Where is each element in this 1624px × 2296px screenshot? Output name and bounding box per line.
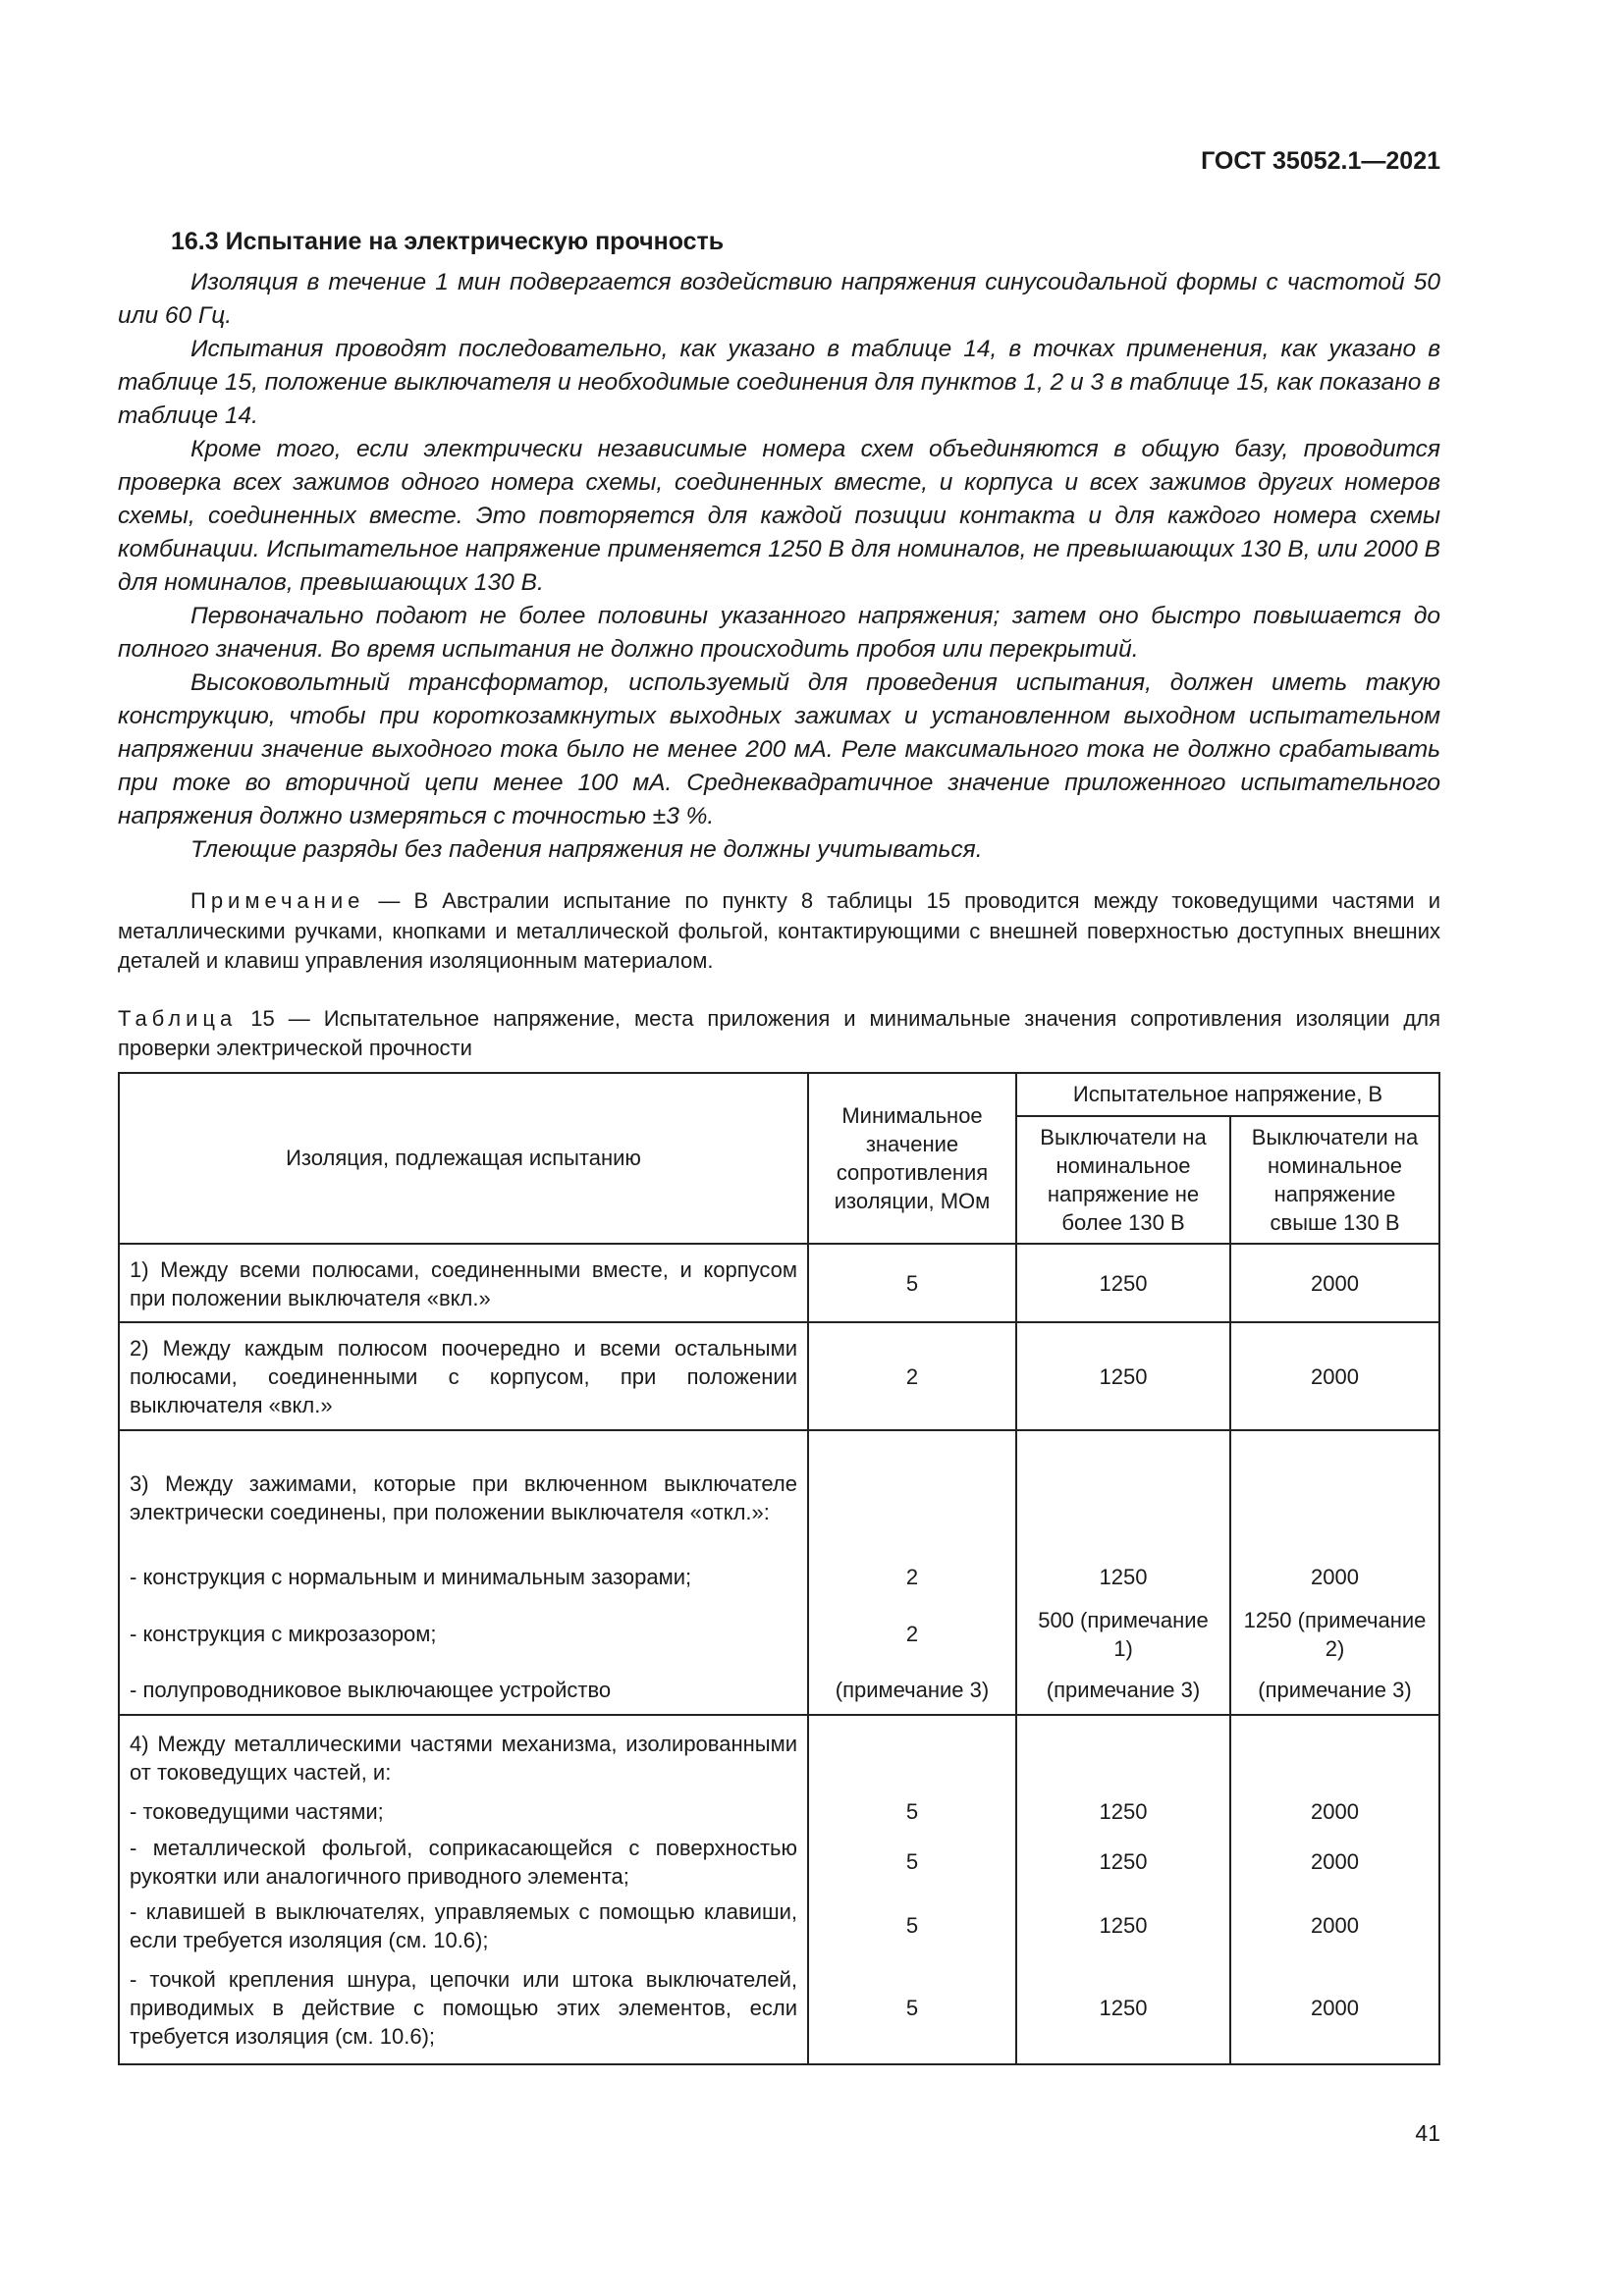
note-label: Примечание	[190, 888, 365, 913]
header-gt130: Выключатели на номинальное напряжение свыше 130 В	[1230, 1116, 1439, 1244]
row-voltage-le130: 500 (примечание 1)	[1016, 1597, 1230, 1672]
row-voltage-gt130: 2000	[1230, 1558, 1439, 1597]
row-description: - конструкция с нормальным и минимальным зазорами;	[119, 1558, 808, 1597]
header-insulation: Изоляция, подлежащая испытанию	[119, 1073, 808, 1244]
row-voltage-gt130	[1230, 1715, 1439, 1793]
row-voltage-le130: (примечание 3)	[1016, 1672, 1230, 1715]
row-voltage-le130: 1250	[1016, 1558, 1230, 1597]
row-voltage-gt130: 2000	[1230, 1244, 1439, 1322]
row-voltage-le130: 1250	[1016, 1793, 1230, 1831]
table-row	[119, 1430, 1439, 1558]
table-row	[119, 1597, 1439, 1672]
document-header: ГОСТ 35052.1—2021	[1201, 147, 1440, 175]
paragraph: Первоначально подают не более половины указанного напряжения; затем оно быстро повышается до полного значения. Во время испытания не должно происходить пробоя или перекрытий.	[118, 603, 1440, 663]
header-min-resistance: Минимальное значение сопротивления изоляции, МОм	[808, 1073, 1016, 1244]
table-row	[119, 1958, 1439, 2064]
paragraph: Изоляция в течение 1 мин подвергается воздействию напряжения синусоидальной формы с частотой 50 или 60 Гц.	[118, 269, 1440, 329]
section-title: 16.3 Испытание на электрическую прочность	[171, 228, 725, 255]
table-row	[119, 1244, 1439, 1322]
page-number: 41	[1415, 2120, 1440, 2146]
table-row	[119, 1322, 1439, 1430]
row-min-resistance: (примечание 3)	[808, 1672, 1016, 1715]
row-voltage-gt130: 2000	[1230, 1958, 1439, 2064]
row-min-resistance: 2	[808, 1597, 1016, 1672]
row-description: - клавишей в выключателях, управляемых с помощью клавиши, если требуется изоляция (см. 10.6);	[119, 1894, 808, 1958]
paragraph: Испытания проводят последовательно, как указано в таблице 14, в точках применения, как указано в таблице 15, положение выключателя и необходимые соединения для пунктов 1, 2 и 3 в таблице 15, как показано в таблице 14.	[118, 336, 1440, 429]
row-voltage-gt130: 2000	[1230, 1793, 1439, 1831]
row-description: - токоведущими частями;	[119, 1793, 808, 1831]
row-voltage-le130	[1016, 1715, 1230, 1793]
row-description: - металлической фольгой, соприкасающейся с поверхностью рукоятки или аналогичного приводного элемента;	[119, 1831, 808, 1894]
row-description: 1) Между всеми полюсами, соединенными вместе, и корпусом при положении выключателя «вкл.»	[119, 1244, 808, 1322]
row-voltage-gt130: 2000	[1230, 1894, 1439, 1958]
row-description: - полупроводниковое выключающее устройство	[119, 1672, 808, 1715]
table-caption	[118, 1004, 1440, 1064]
row-min-resistance: 5	[808, 1244, 1016, 1322]
row-voltage-le130	[1016, 1430, 1230, 1558]
row-min-resistance: 5	[808, 1831, 1016, 1894]
row-min-resistance	[808, 1430, 1016, 1558]
row-description: - конструкция с микрозазором;	[119, 1597, 808, 1672]
row-description: - точкой крепления шнура, цепочки или штока выключателей, приводимых в действие с помощью этих элементов, если требуется изоляция (см. 10.6);	[119, 1958, 808, 2064]
header-le130: Выключатели на номинальное напряжение не более 130 В	[1016, 1116, 1230, 1244]
row-voltage-le130: 1250	[1016, 1831, 1230, 1894]
note	[118, 886, 1440, 977]
row-description: 2) Между каждым полюсом поочередно и всеми остальными полюсами, соединенными с корпусом, при положении выключателя «вкл.»	[119, 1322, 808, 1430]
table-row	[119, 1558, 1439, 1597]
row-voltage-gt130: 1250 (примечание 2)	[1230, 1597, 1439, 1672]
row-voltage-gt130: 2000	[1230, 1831, 1439, 1894]
row-voltage-gt130: (примечание 3)	[1230, 1672, 1439, 1715]
table-row	[119, 1793, 1439, 1831]
header-test-voltage: Испытательное напряжение, В	[1016, 1073, 1439, 1116]
row-voltage-le130: 1250	[1016, 1322, 1230, 1430]
table-caption-text: 15 — Испытательное напряжение, места приложения и минимальные значения сопротивления изоляции для проверки электрической прочности	[118, 1005, 1440, 1060]
row-min-resistance: 5	[808, 1958, 1016, 2064]
paragraph: Тлеющие разряды без падения напряжения не должны учитываться.	[190, 836, 983, 863]
row-voltage-le130: 1250	[1016, 1244, 1230, 1322]
row-voltage-gt130: 2000	[1230, 1322, 1439, 1430]
row-min-resistance: 2	[808, 1558, 1016, 1597]
note-text: — В Австралии испытание по пункту 8 таблицы 15 проводится между токоведущими частями и металлическими ручками, кнопками и металлической фольгой, контактирующими с внешней поверхностью доступных внешних деталей и клавиш управления изоляционным материалом.	[118, 888, 1440, 973]
row-min-resistance: 5	[808, 1793, 1016, 1831]
table-row	[119, 1894, 1439, 1958]
table-15	[118, 1072, 1440, 2065]
row-voltage-gt130	[1230, 1430, 1439, 1558]
table-row	[119, 1715, 1439, 1793]
row-min-resistance: 5	[808, 1894, 1016, 1958]
table-row	[119, 1831, 1439, 1894]
row-description: 3) Между зажимами, которые при включенном выключателе электрически соединены, при положении выключателя «откл.»:	[119, 1430, 808, 1558]
table-caption-label: Таблица	[118, 1005, 238, 1031]
page-content	[118, 228, 1440, 2065]
row-voltage-le130: 1250	[1016, 1894, 1230, 1958]
row-description: 4) Между металлическими частями механизма, изолированными от токоведущих частей, и:	[119, 1715, 808, 1793]
row-min-resistance: 2	[808, 1322, 1016, 1430]
row-min-resistance	[808, 1715, 1016, 1793]
paragraph: Кроме того, если электрически независимые номера схем объединяются в общую базу, проводится проверка всех зажимов одного номера схемы, соединенных вместе, и корпуса и всех зажимов других номеров схемы, соединенных вместе. Это повторяется для каждой позиции контакта и для каждого номера схемы комбинации. Испытательное напряжение применяется 1250 В для номиналов, не превышающих 130 В, или 2000 В для номиналов, превышающих 130 В.	[118, 436, 1440, 596]
table-row	[119, 1672, 1439, 1715]
row-voltage-le130: 1250	[1016, 1958, 1230, 2064]
paragraph: Высоковольтный трансформатор, используемый для проведения испытания, должен иметь такую конструкцию, чтобы при короткозамкнутых выходных зажимах и установленном выходном испытательном напряжении значение выходного тока было не менее 200 мА. Реле максимального тока не должно срабатывать при токе во вторичной цепи менее 100 мА. Среднеквадратичное значение приложенного испытательного напряжения должно измеряться с точностью ±3 %.	[118, 669, 1440, 829]
